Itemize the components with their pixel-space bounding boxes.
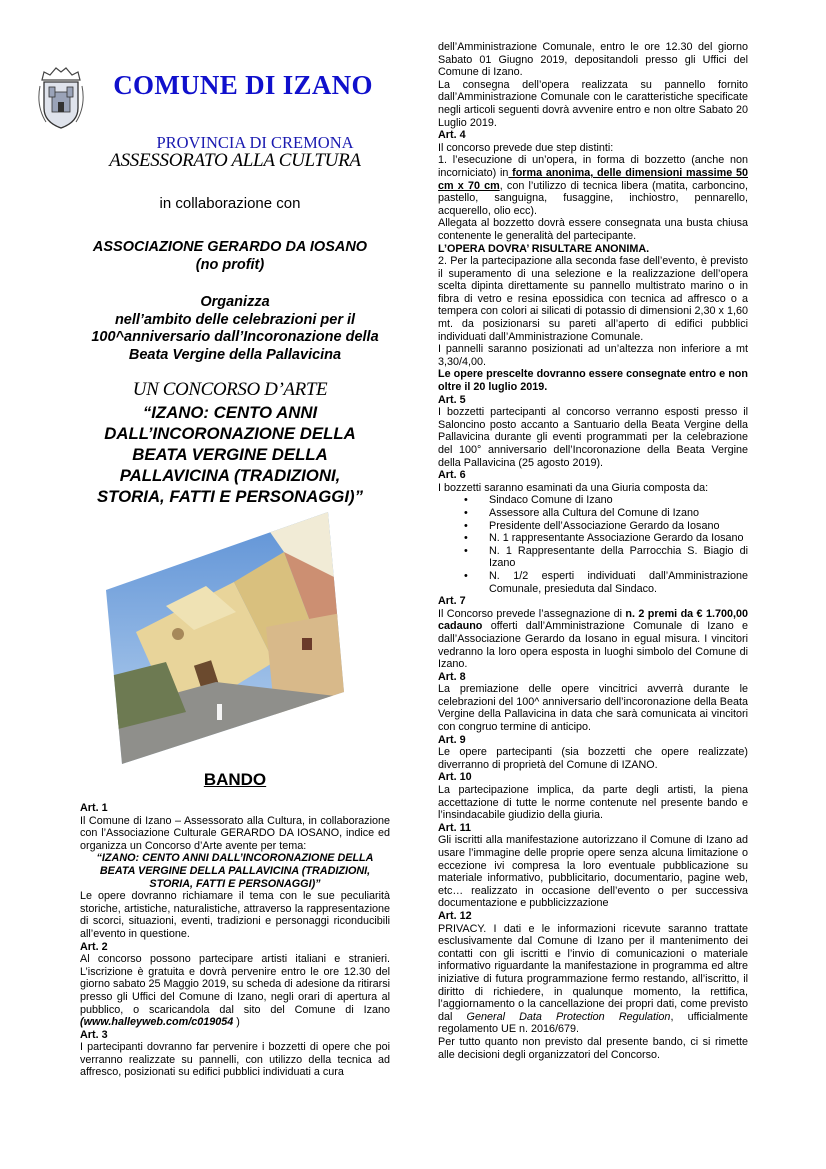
left-column (80, 802, 390, 1079)
privacy-text: PRIVACY. I dati e le informazioni ricevute saranno trattate esclusivamente dal Comune di Izano per il mantenimento dei contatti con gli iscritti e l’invio di comunicazioni o materiale informativo riguardante la manifestazione in programma ed altre iniziative di futura programmazione fermo restando, all’iscritto, il diritto di richiedere, in qualunque momento, la rettifica, l’aggiornamento o la cancellazione dei propri dati, come previsto dal (438, 922, 748, 1023)
article-text: I bozzetti partecipanti al concorso verranno esposti presso il Saloncino posto accanto a Santuario della Beata Vergine della Pallavicina durante gli eventi programmati per la celebrazione del 100° anniversario dell’Incoronazione della Beata Vergine della Pallavicina (25 agosto 2019). (438, 406, 748, 469)
list-item (438, 507, 748, 520)
article-heading: Art. 10 (438, 771, 472, 784)
bullet-icon: • (464, 532, 468, 545)
article-text: La partecipazione implica, da parte degli artisti, la piena accettazione di tutte le norme contenute nel presente bando e l’insindacabile giudizio della giuria. (438, 784, 748, 822)
article-text (438, 923, 748, 1036)
article-heading: Art. 9 (438, 733, 466, 746)
article-heading: Art. 5 (438, 393, 466, 406)
link-close: ) (233, 1016, 240, 1029)
article-text (80, 953, 390, 1029)
article-text: Il concorso prevede due step distinti: (438, 141, 614, 154)
article-text: Allegata al bozzetto dovrà essere consegnata una busta chiusa contenente le generalità del partecipante. (438, 217, 748, 242)
article-text (438, 608, 748, 671)
article-heading: Art. 6 (438, 469, 466, 482)
article-heading: Art. 4 (438, 129, 466, 142)
list-item (438, 545, 748, 570)
page-title: COMUNE DI IZANO (113, 70, 373, 100)
bullet-icon: • (464, 494, 468, 507)
article-text: 2. Per la partecipazione alla seconda fase dell’evento, è previsto il superamento di una selezione e la realizzazione dell’opera scelta dipinta direttamente su pannello multistrato marino o in fibra di vetro e resina epossidica con tecnica ad affresco o a tempera con colori ai silicati di potassio di dimensioni 2,30 x 1,60 mt. da posizionarsi su pareti all’aperto di edifici pubblici individuati dall’Amministrazione Comunale. (438, 255, 748, 343)
province-heading: PROVINCIA DI CREMONA (156, 133, 354, 152)
jury-member: Sindaco Comune di Izano (489, 494, 613, 507)
article-text: I partecipanti dovranno far pervenire i bozzetti di opere che poi verranno realizzate su pannelli, con utilizzo della tecnica ad affresco, posizionati su edifici pubblici individuati a cura (80, 1041, 390, 1079)
sanctuary-photo (106, 512, 344, 764)
bullet-icon: • (464, 519, 468, 532)
article-text: I bozzetti saranno esaminati da una Giuria composta da: (438, 481, 709, 494)
article-heading: Art. 1 (80, 802, 108, 814)
jury-member: N. 1/2 esperti individuati dall’Amministrazione Comunale, presieduta dal Sindaco. (489, 569, 748, 595)
prize-text-end: offerti dall’Amministrazione Comunale di Izano e dall’Associazione Gerardo da Iosano in egual misura. I vincitori vedranno la loro opera esposta in luoghi simbolo del Comune di Izano. (438, 620, 748, 671)
municipal-crest-icon (36, 62, 86, 132)
organizza-line: nell’ambito delle celebrazioni per il (114, 311, 356, 328)
contest-heading: UN CONCORSO D’ARTE (132, 379, 328, 400)
list-item (438, 532, 748, 545)
contest-title-line: DALL’INCORONAZIONE DELLA (104, 424, 356, 443)
jury-member: N. 1 Rappresentante della Parrocchia S. Biagio di Izano (489, 544, 748, 570)
step1-bold: forma anonima, delle dimensioni massime 50 cm x 70 cm (438, 166, 748, 192)
bullet-icon: • (464, 544, 468, 557)
article-text: Gli iscritti alla manifestazione autorizzano il Comune di Izano ad usare l’immagine delle proprie opere senza alcuna limitazione o eccezione ivi compresa la loro eventuale pubblicazione su materiale informativo, pubblicitario, documentario, pagine web, etc… realizzato in occasione dell’evento o per successiva documentazione e pubblicizzazione (438, 834, 748, 910)
article-text: I pannelli saranno posizionati ad un’altezza non inferiore a mt 3,30/4,00. (438, 343, 748, 368)
bando-heading: BANDO (203, 770, 267, 789)
jury-member: Assessore alla Cultura del Comune di Izano (489, 506, 700, 519)
contest-title-line: BEATA VERGINE DELLA (132, 445, 328, 464)
article-heading: Art. 3 (80, 1028, 108, 1041)
article-heading: Art. 2 (80, 940, 108, 953)
organizza-line: 100^anniversario dall’Incoronazione della (91, 329, 379, 345)
article-heading: Art. 8 (438, 670, 466, 683)
closing-text: Per tutto quanto non previsto dal presente bando, ci si rimette alle decisioni degli organizzatori del Concorso. (438, 1035, 748, 1061)
list-item (438, 494, 748, 507)
bullet-icon: • (464, 569, 468, 582)
article-heading: Art. 11 (438, 821, 472, 834)
contest-title (70, 402, 390, 507)
article-heading: Art. 12 (438, 909, 472, 922)
list-item (438, 570, 748, 595)
right-column (438, 41, 748, 1061)
bullet-icon: • (464, 506, 468, 519)
jury-member: N. 1 rappresentante Associazione Gerardo da Iosano (489, 532, 744, 545)
step1-text-end: , con l’utilizzo di tecnica libera (matita, carboncino, pastello, sanguigna, fusaggine, inchiostro, pennarello, acquerello, olio ecc). (438, 179, 748, 217)
prize-text: Il Concorso prevede l’assegnazione di (438, 607, 623, 620)
article-text: Il Comune di Izano – Assessorato alla Cultura, in collaborazione con l’Associazione Culturale GERARDO DA IOSANO, indice ed organizza un Concorso d’Arte avente per tema: (80, 814, 390, 852)
collaboration-text: in collaborazione con (159, 195, 301, 212)
gdpr-name: General Data Protection Regulation (452, 1010, 671, 1023)
article-text: La consegna dell’opera realizzata su pannello fornito dall’Amministrazione Comunale con le caratteristiche specificate negli articoli seguenti dovrà avvenire entro e non oltre Sabato 20 Luglio 2019. (438, 78, 748, 129)
deadline-notice: Le opere prescelte dovranno essere consegnate entro e non oltre il 20 luglio 2019. (438, 368, 748, 394)
organizza-block (70, 294, 400, 364)
prize-amount: n. 2 premi da € 1.700,00 cadauno (438, 607, 748, 633)
article-heading: Art. 7 (438, 595, 466, 608)
contest-title-line: “IZANO: CENTO ANNI (142, 403, 318, 422)
jury-list (438, 494, 748, 595)
contest-title-line: PALLAVICINA (TRADIZIONI, (119, 466, 341, 485)
association-type: (no profit) (195, 257, 265, 273)
article-text: Le opere dovranno richiamare il tema con le sue peculiarità storiche, artistiche, naturalistiche, attraverso la rappresentazione di scorci, situazioni, eventi, tradizioni e personaggi riconducibili all’evento in questione. (80, 890, 390, 940)
anonymous-notice: L’OPERA DOVRA’ RISULTARE ANONIMA. (438, 242, 650, 255)
article-text: La premiazione delle opere vincitrici avverrà durante le celebrazioni del 100^ anniversario dell’incoronazione della Beata Vergine della Pallavicina in data che sarà comunicata ai vincitori con congruo termine di anticipo. (438, 683, 748, 734)
association-name: ASSOCIAZIONE GERARDO DA IOSANO (92, 239, 368, 255)
organizza-line: Beata Vergine della Pallavicina (128, 346, 342, 363)
list-item (438, 520, 748, 533)
association-block (75, 238, 385, 274)
contest-theme: “IZANO: CENTO ANNI DALL’INCORONAZIONE DELLA BEATA VERGINE DELLA PALLAVICINA (TRADIZIONI, STORIA, FATTI E PERSONAGGI)” (96, 852, 374, 890)
article-text-main: Al concorso possono partecipare artisti italiani e stranieri. L’iscrizione è gratuita e dovrà pervenire entro le ore 12.30 del giorno sabato 25 Maggio 2019, su scheda di adesione da ritirarsi presso gli Uffici del Comune di Izano, negli orari di apertura al pubblico, o scaricandola dal sito del Comune di Izano (80, 953, 390, 1016)
article-text: dell’Amministrazione Comunale, entro le ore 12.30 del giorno Sabato 01 Giugno 2019, depositandoli presso gli Uffici del Comune di Izano. (438, 41, 748, 79)
contest-title-line: STORIA, FATTI E PERSONAGGI)” (96, 487, 364, 506)
organizza-line: Organizza (200, 294, 270, 310)
step1-text: 1. l’esecuzione di un’opera, in forma di bozzetto (anche non incorniciato) in (438, 154, 748, 179)
website-link[interactable]: (www.halleyweb.com/c019054 (80, 1016, 234, 1029)
department-heading: ASSESSORATO ALLA CULTURA (109, 150, 361, 171)
privacy-text-end: , ufficialmente regolamento UE n. 2016/679. (438, 1010, 748, 1036)
article-text: Le opere partecipanti (sia bozzetti che opere realizzate) diverranno di proprietà del Comune di IZANO. (438, 746, 748, 771)
article-text (438, 154, 748, 217)
jury-member: Presidente dell’Associazione Gerardo da Iosano (489, 519, 720, 532)
